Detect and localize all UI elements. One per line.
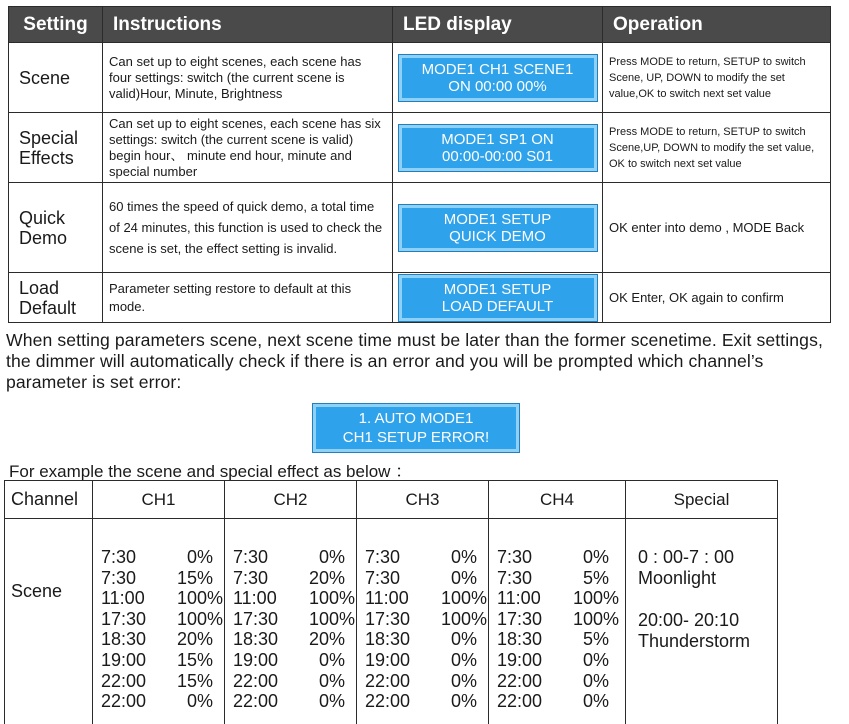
setting-operation: Press MODE to return, SETUP to switch Scene, UP, DOWN to modify the set value,OK to switch next set value — [603, 43, 831, 113]
scene-entry — [365, 609, 488, 630]
scene-brightness: 20% — [309, 629, 346, 650]
scene-time: 18:30 — [101, 629, 147, 650]
header-ch3: CH3 — [357, 481, 489, 519]
scene-time: 7:30 — [101, 567, 137, 588]
setting-instructions: 60 times the speed of quick demo, a total time of 24 minutes, this function is used to check the scene is set, the effect setting is invalid. — [103, 183, 393, 273]
settings-row-quick-demo — [9, 183, 831, 273]
led-cell — [393, 113, 603, 183]
scene-brightness: 0% — [450, 567, 477, 588]
scene-time: 18:30 — [233, 629, 279, 650]
settings-header-row — [9, 7, 831, 43]
setting-operation: Press MODE to return, SETUP to switch Scene,UP, DOWN to modify the set value, OK to switch next set value — [603, 113, 831, 183]
led-line-1: MODE1 SETUP — [443, 280, 552, 298]
channel-cell — [357, 519, 489, 724]
scene-brightness: 0% — [450, 691, 477, 712]
scene-entry — [101, 691, 224, 712]
led-line-2: LOAD DEFAULT — [441, 297, 554, 315]
scene-brightness: 20% — [177, 629, 214, 650]
scene-time: 17:30 — [233, 608, 279, 629]
scene-entry — [101, 629, 224, 650]
channel-cell — [225, 519, 357, 724]
scene-brightness: 0% — [318, 649, 345, 670]
error-check-paragraph: When setting parameters scene, next scene time must be later than the former scenetime. Exit settings, the dimmer will automatically check if there is an error and you will be prompted which channel’s parameter is set error: — [6, 330, 823, 392]
scene-entry — [365, 588, 488, 609]
scene-brightness: 0% — [582, 547, 609, 567]
scene-time: 18:30 — [497, 629, 543, 650]
scene-time: 19:00 — [101, 649, 147, 670]
scene-brightness: 0% — [186, 547, 213, 567]
settings-row-load-default — [9, 273, 831, 323]
scene-brightness: 0% — [450, 649, 477, 670]
setting-name: Scene — [9, 43, 103, 113]
special-time: 20:00- 20:10 — [638, 610, 740, 630]
channel-list — [489, 547, 625, 712]
scene-time: 7:30 — [365, 547, 401, 567]
scene-brightness: 0% — [582, 670, 609, 691]
scene-entry — [365, 568, 488, 589]
scene-time: 22:00 — [497, 670, 543, 691]
led-line-2: QUICK DEMO — [449, 227, 546, 245]
scene-brightness: 15% — [177, 567, 214, 588]
scene-time: 17:30 — [101, 608, 147, 629]
settings-row-scene — [9, 43, 831, 113]
scene-entry — [365, 650, 488, 671]
scene-brightness: 100% — [177, 588, 224, 609]
led-cell — [393, 273, 603, 323]
scene-entry — [365, 629, 488, 650]
scene-entry — [497, 588, 625, 609]
row-label-scene: Scene — [5, 519, 93, 724]
header-ch2: CH2 — [225, 481, 357, 519]
scene-time: 19:00 — [233, 649, 279, 670]
scene-time: 19:00 — [365, 649, 411, 670]
scene-entry — [101, 671, 224, 692]
scene-time: 11:00 — [233, 588, 277, 609]
scene-entry — [497, 568, 625, 589]
scene-brightness: 15% — [177, 670, 214, 691]
led-line-1: MODE1 CH1 SCENE1 — [421, 60, 574, 78]
scene-brightness: 100% — [573, 608, 620, 629]
setting-name: Quick Demo — [9, 183, 103, 273]
scene-time: 7:30 — [365, 567, 401, 588]
scene-time: 7:30 — [233, 567, 269, 588]
special-list — [626, 547, 777, 652]
scene-entry — [233, 691, 356, 712]
scene-brightness: 100% — [573, 588, 620, 609]
led-line-2: 00:00-00:00 S01 — [442, 147, 553, 165]
header-led-display: LED display — [393, 7, 603, 43]
scene-time: 18:30 — [365, 629, 411, 650]
scene-time: 11:00 — [101, 588, 145, 609]
error-led-display — [313, 404, 519, 452]
scene-brightness: 0% — [318, 691, 345, 712]
scene-brightness: 15% — [177, 649, 214, 670]
scene-brightness: 0% — [318, 547, 345, 567]
example-intro: For example the scene and special effect as below ： — [9, 462, 413, 481]
scene-entry — [497, 609, 625, 630]
settings-row-special-effects — [9, 113, 831, 183]
led-display — [399, 275, 597, 321]
special-effect-name: Thunderstorm — [638, 631, 751, 651]
scene-entry — [233, 588, 356, 609]
scene-time: 22:00 — [233, 670, 279, 691]
scene-entry — [101, 609, 224, 630]
scene-time: 17:30 — [497, 608, 543, 629]
scene-time: 7:30 — [233, 547, 269, 567]
special-cell — [626, 519, 778, 724]
scene-time: 22:00 — [497, 691, 543, 712]
scene-time: 22:00 — [233, 691, 279, 712]
scene-time: 22:00 — [101, 691, 147, 712]
setting-operation: OK enter into demo , MODE Back — [603, 183, 831, 273]
scene-entry — [497, 547, 625, 568]
setting-operation: OK Enter, OK again to confirm — [603, 273, 831, 323]
scene-entry — [497, 629, 625, 650]
scene-brightness: 0% — [582, 649, 609, 670]
example-scene-row — [5, 519, 778, 724]
scene-entry — [101, 588, 224, 609]
scene-brightness: 20% — [309, 567, 346, 588]
setting-instructions: Parameter setting restore to default at this mode. — [103, 273, 393, 323]
setting-name: Special Effects — [9, 113, 103, 183]
header-ch4: CH4 — [489, 481, 626, 519]
led-display — [399, 205, 597, 251]
scene-entry — [497, 671, 625, 692]
special-time: 0 : 00-7 : 00 — [638, 547, 735, 567]
scene-brightness: 0% — [450, 670, 477, 691]
scene-entry — [101, 650, 224, 671]
setting-instructions: Can set up to eight scenes, each scene has six settings: switch (the current scene is valid) begin hour、 minute end hour, minute and special number — [103, 113, 393, 183]
scene-entry — [365, 547, 488, 568]
led-line-1: MODE1 SETUP — [443, 210, 552, 228]
scene-entry — [233, 629, 356, 650]
scene-time: 19:00 — [497, 649, 543, 670]
header-ch1: CH1 — [93, 481, 225, 519]
channel-cell — [93, 519, 225, 724]
scene-time: 22:00 — [365, 691, 411, 712]
scene-brightness: 100% — [441, 588, 488, 609]
scene-entry — [233, 650, 356, 671]
scene-time: 11:00 — [365, 588, 409, 609]
scene-entry — [233, 671, 356, 692]
scene-brightness: 100% — [441, 608, 488, 629]
header-special: Special — [626, 481, 778, 519]
channel-list — [225, 547, 356, 712]
led-cell — [393, 43, 603, 113]
scene-brightness: 0% — [450, 629, 477, 650]
scene-time: 22:00 — [365, 670, 411, 691]
scene-time: 22:00 — [101, 670, 147, 691]
led-display — [399, 55, 597, 101]
scene-entry — [497, 650, 625, 671]
header-channel: Channel — [5, 481, 93, 519]
scene-entry — [497, 691, 625, 712]
error-line-1: 1. AUTO MODE1 — [358, 410, 474, 427]
scene-entry — [365, 691, 488, 712]
scene-time: 7:30 — [497, 547, 533, 567]
setting-instructions: Can set up to eight scenes, each scene has four settings: switch (the current scene is valid)Hour, Minute, Brightness — [103, 43, 393, 113]
example-header-row — [5, 481, 778, 519]
header-setting: Setting — [9, 7, 103, 43]
special-effect-name: Moonlight — [638, 568, 717, 588]
scene-entry — [101, 568, 224, 589]
scene-time: 7:30 — [101, 547, 137, 567]
scene-brightness: 0% — [186, 691, 213, 712]
channel-list — [357, 547, 488, 712]
scene-entry — [233, 547, 356, 568]
setting-name: Load Default — [9, 273, 103, 323]
channel-cell — [489, 519, 626, 724]
scene-entry — [365, 671, 488, 692]
scene-brightness: 100% — [177, 608, 224, 629]
settings-table — [8, 6, 831, 323]
header-instructions: Instructions — [103, 7, 393, 43]
scene-brightness: 100% — [309, 588, 356, 609]
scene-time: 17:30 — [365, 608, 411, 629]
scene-brightness: 0% — [450, 547, 477, 567]
scene-brightness: 5% — [582, 629, 609, 650]
example-table — [4, 480, 778, 724]
scene-brightness: 100% — [309, 608, 356, 629]
led-cell — [393, 183, 603, 273]
channel-list — [93, 547, 224, 712]
scene-entry — [233, 568, 356, 589]
scene-brightness: 0% — [582, 691, 609, 712]
led-display — [399, 125, 597, 171]
scene-brightness: 5% — [582, 567, 609, 588]
scene-entry — [101, 547, 224, 568]
led-line-1: MODE1 SP1 ON — [441, 130, 554, 148]
scene-brightness: 0% — [318, 670, 345, 691]
header-operation: Operation — [603, 7, 831, 43]
error-line-2: CH1 SETUP ERROR! — [342, 429, 490, 446]
scene-time: 11:00 — [497, 588, 541, 609]
led-line-2: ON 00:00 00% — [448, 77, 547, 95]
scene-entry — [233, 609, 356, 630]
scene-time: 7:30 — [497, 567, 533, 588]
